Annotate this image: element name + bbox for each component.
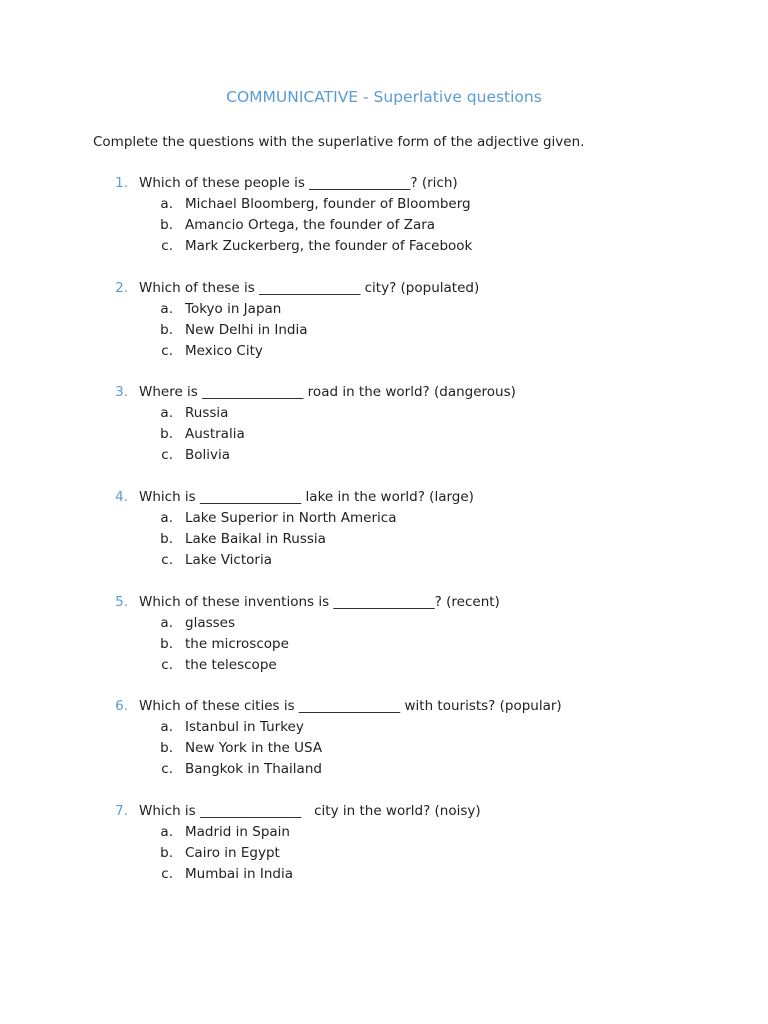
question-item <box>0 697 768 802</box>
question-number: 2. <box>115 279 128 296</box>
option-text: New Delhi in India <box>185 321 308 338</box>
option-letter: b. <box>160 426 173 443</box>
option-letter: b. <box>160 740 173 757</box>
option-text: Australia <box>185 426 245 443</box>
answer-option <box>0 321 768 342</box>
option-letter: b. <box>160 845 173 862</box>
option-letter: c. <box>161 447 173 464</box>
question-number: 7. <box>115 803 128 820</box>
answer-option <box>0 195 768 216</box>
option-text: Lake Victoria <box>185 552 272 569</box>
answer-option <box>0 425 768 446</box>
answer-option <box>0 823 768 844</box>
option-text: Istanbul in Turkey <box>185 719 304 736</box>
answer-option <box>0 530 768 551</box>
answer-option <box>0 844 768 865</box>
option-text: the microscope <box>185 635 289 652</box>
option-letter: c. <box>161 342 173 359</box>
question-number: 5. <box>115 593 128 610</box>
question-number: 6. <box>115 698 128 715</box>
question-text: Which of these people is _______________? (rich) <box>139 175 458 191</box>
question-text: Which is _______________ lake in the world? (large) <box>139 489 474 506</box>
option-letter: b. <box>160 531 173 548</box>
question-text: Which of these cities is _______________ with tourists? (popular) <box>139 698 562 715</box>
option-text: Mumbai in India <box>185 866 293 883</box>
question-item <box>0 802 768 907</box>
option-letter: a. <box>160 510 173 527</box>
option-letter: c. <box>161 761 173 778</box>
option-letter: a. <box>160 405 173 422</box>
answer-option <box>0 300 768 321</box>
option-letter: a. <box>160 719 173 736</box>
question-text: Which of these inventions is _______________? (recent) <box>139 593 500 610</box>
answer-option <box>0 865 768 886</box>
question-text: Which of these is _______________ city? (populated) <box>139 279 480 296</box>
option-text: the telescope <box>185 656 277 673</box>
answer-option <box>0 342 768 363</box>
question-text: Where is _______________ road in the world? (dangerous) <box>139 384 516 401</box>
option-text: Bolivia <box>185 447 231 464</box>
answer-option <box>0 614 768 635</box>
option-text: Russia <box>185 405 229 422</box>
question-item <box>0 593 768 698</box>
answer-option <box>0 739 768 760</box>
answer-option <box>0 718 768 739</box>
option-letter: a. <box>160 824 173 841</box>
option-text: glasses <box>185 614 235 631</box>
question-text: Which is _______________ city in the world? (noisy) <box>139 803 481 820</box>
question-item <box>0 383 768 488</box>
option-text: New York in the USA <box>185 740 323 757</box>
answer-option <box>0 635 768 656</box>
option-letter: a. <box>160 614 173 631</box>
answer-option <box>0 551 768 572</box>
option-letter: c. <box>161 866 173 883</box>
option-text: Mexico City <box>185 342 263 359</box>
answer-option <box>0 446 768 467</box>
option-text: Bangkok in Thailand <box>185 761 322 778</box>
question-number: 1. <box>115 175 128 191</box>
option-text: Madrid in Spain <box>185 824 290 841</box>
instruction-text: Complete the questions with the superlative form of the adjective given. <box>93 134 585 150</box>
option-text: Mark Zuckerberg, the founder of Facebook <box>185 238 473 254</box>
answer-option <box>0 237 768 258</box>
question-list <box>0 174 768 907</box>
option-text: Lake Baikal in Russia <box>185 531 326 548</box>
option-text: Cairo in Egypt <box>185 845 280 862</box>
question-item <box>0 174 768 279</box>
answer-option <box>0 404 768 425</box>
question-number: 4. <box>115 489 128 506</box>
option-letter: b. <box>160 217 173 233</box>
option-letter: c. <box>161 238 173 254</box>
option-text: Lake Superior in North America <box>185 510 397 527</box>
answer-option <box>0 509 768 530</box>
option-text: Tokyo in Japan <box>185 300 282 317</box>
question-item <box>0 279 768 384</box>
answer-option <box>0 656 768 677</box>
answer-option <box>0 760 768 781</box>
answer-option <box>0 216 768 237</box>
page-title: COMMUNICATIVE - Superlative questions <box>226 88 542 106</box>
question-number: 3. <box>115 384 128 401</box>
question-item <box>0 488 768 593</box>
option-letter: c. <box>161 552 173 569</box>
option-letter: a. <box>160 300 173 317</box>
option-text: Amancio Ortega, the founder of Zara <box>185 217 436 233</box>
option-text: Michael Bloomberg, founder of Bloomberg <box>185 196 471 212</box>
option-letter: b. <box>160 321 173 338</box>
option-letter: c. <box>161 656 173 673</box>
option-letter: a. <box>160 196 173 212</box>
option-letter: b. <box>160 635 173 652</box>
